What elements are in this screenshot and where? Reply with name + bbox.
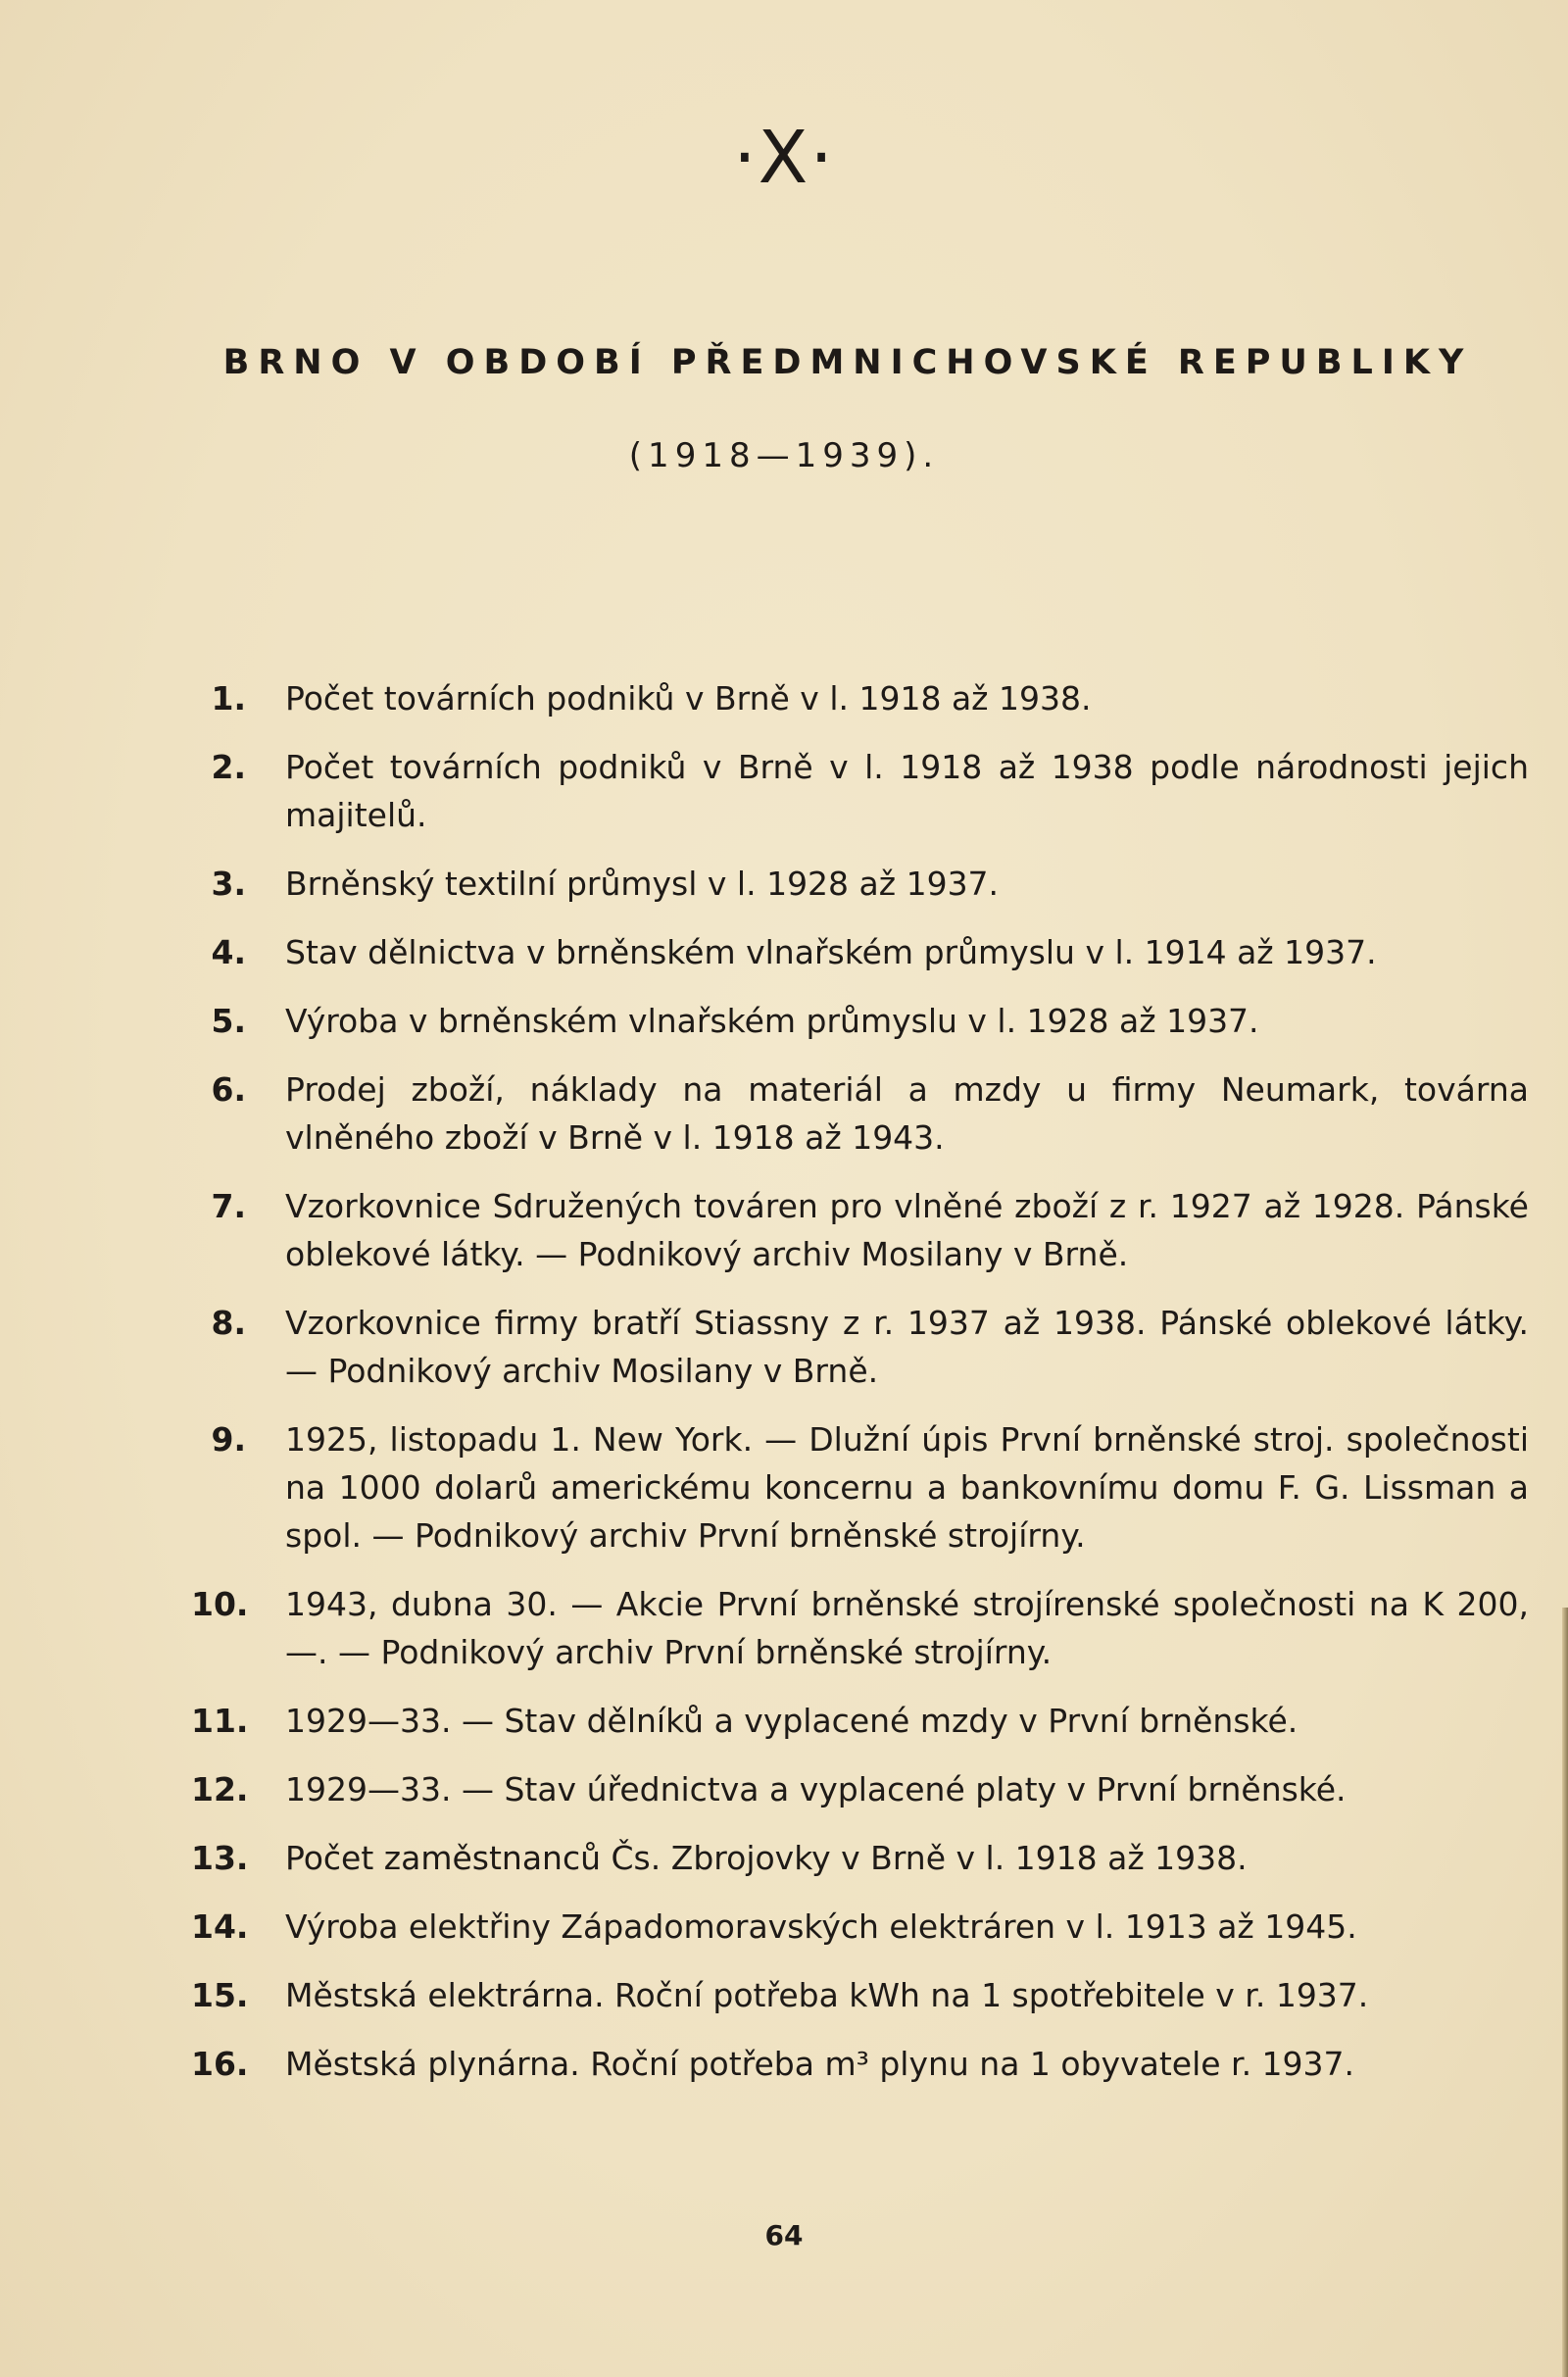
item-number: 3. — [211, 865, 246, 903]
item-text: 1925, listopadu 1. New York. — Dlužní úpis První brněnské stroj. společnosti na 1000 dolarů americkému koncernu a bankovnímu domu F. G. Lissman a spol. — Podnikový archiv První brněnské strojírny. — [285, 1420, 1529, 1555]
item-text: 1929—33. — Stav úřednictva a vyplacené platy v První brněnské. — [285, 1770, 1347, 1808]
item-text: Městská elektrárna. Roční potřeba kWh na 1 spotřebitele v r. 1937. — [285, 1976, 1369, 2014]
list-item — [191, 743, 1529, 839]
item-text: Výroba elektřiny Západomoravských elektráren v l. 1913 až 1945. — [285, 1907, 1357, 1946]
list-item — [191, 860, 1529, 908]
list-item — [191, 1834, 1529, 1882]
item-text: Počet zaměstnanců Čs. Zbrojovky v Brně v l. 1918 až 1938. — [285, 1839, 1248, 1877]
item-number: 14. — [191, 1907, 249, 1946]
item-number: 2. — [211, 748, 246, 786]
item-number: 4. — [211, 933, 246, 971]
list-item — [191, 674, 1529, 722]
list-item — [191, 928, 1529, 976]
item-number: 11. — [191, 1702, 249, 1740]
item-text: Vzorkovnice Sdružených továren pro vlněné zboží z r. 1927 až 1928. Pánské oblekové látky. — Podnikový archiv Mosilany v Brně. — [285, 1187, 1529, 1273]
page-number: 64 — [764, 2219, 804, 2252]
item-text: Stav dělnictva v brněnském vlnařském průmyslu v l. 1914 až 1937. — [285, 933, 1377, 971]
item-number: 12. — [191, 1770, 249, 1808]
item-number: 10. — [191, 1585, 249, 1623]
item-text: Brněnský textilní průmysl v l. 1928 až 1937. — [285, 865, 1000, 903]
list-item — [191, 2040, 1529, 2088]
item-text: Počet továrních podniků v Brně v l. 1918 až 1938. — [285, 679, 1092, 718]
item-text: Prodej zboží, náklady na materiál a mzdy u firmy Neumark, továrna vlněného zboží v Brně v l. 1918 až 1943. — [285, 1070, 1529, 1157]
list-item — [191, 1065, 1529, 1162]
list-item — [191, 1580, 1529, 1676]
item-number: 7. — [211, 1187, 246, 1225]
list-item — [191, 1697, 1529, 1745]
list-item — [191, 1182, 1529, 1278]
item-text: Počet továrních podniků v Brně v l. 1918 až 1938 podle národnosti jejich majitelů. — [285, 748, 1529, 834]
plate-list — [191, 674, 1529, 2108]
chapter-years: (1918—1939). — [628, 436, 940, 475]
list-item — [191, 1903, 1529, 1951]
item-number: 9. — [211, 1420, 246, 1459]
item-number: 6. — [211, 1070, 246, 1109]
item-text: Vzorkovnice firmy bratří Stiassny z r. 1937 až 1938. Pánské oblekové látky. — Podnikový archiv Mosilany v Brně. — [285, 1304, 1529, 1390]
item-number: 1. — [211, 679, 246, 718]
item-text: 1943, dubna 30. — Akcie První brněnské strojírenské společnosti na K 200,—. — Podnikový archiv První brněnské strojírny. — [285, 1585, 1529, 1671]
list-item — [191, 1765, 1529, 1813]
item-text: Městská plynárna. Roční potřeba m³ plynu na 1 obyvatele r. 1937. — [285, 2045, 1355, 2083]
item-number: 8. — [211, 1304, 246, 1342]
chapter-number: ·X· — [733, 116, 835, 200]
list-item — [191, 1415, 1529, 1560]
list-item — [191, 1971, 1529, 2019]
page-edge-shadow — [1562, 1608, 1568, 2377]
item-number: 16. — [191, 2045, 249, 2083]
item-number: 13. — [191, 1839, 249, 1877]
list-item — [191, 997, 1529, 1045]
item-number: 5. — [211, 1002, 246, 1040]
list-item — [191, 1299, 1529, 1395]
item-text: Výroba v brněnském vlnařském průmyslu v l. 1928 až 1937. — [285, 1002, 1259, 1040]
item-number: 15. — [191, 1976, 249, 2014]
chapter-title: BRNO V OBDOBÍ PŘEDMNICHOVSKÉ REPUBLIKY — [222, 343, 1473, 382]
item-text: 1929—33. — Stav dělníků a vyplacené mzdy v První brněnské. — [285, 1702, 1298, 1740]
